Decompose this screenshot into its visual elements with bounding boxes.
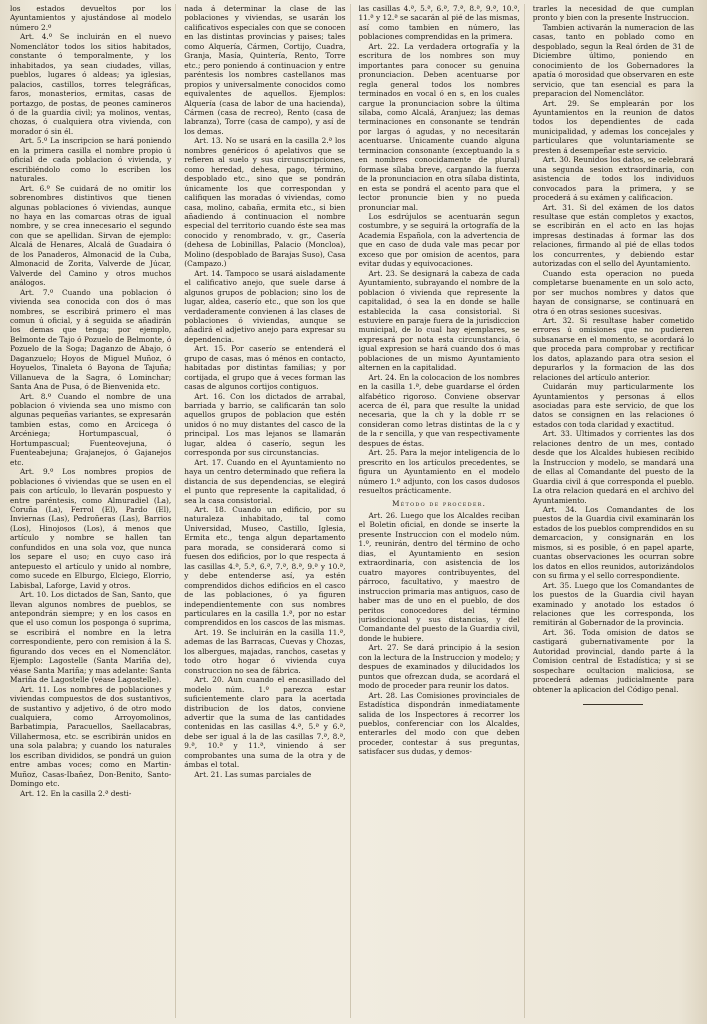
- article-paragraph: Art. 27. Se dará principio á la sesion con la lectura de la Instruccion y modelo; y despues de examinados y dilucidados los puntos que ofrezcan duda, se acordará el modo de proceder para reunir los datos.: [358, 643, 520, 691]
- article-paragraph: Cuidarán muy particularmente los Ayuntamientos y personas á ellos asociadas para este servicio, de que los datos se consignen en las relaciones ó estados con toda claridad y exactitud.: [532, 382, 694, 429]
- column-3: [359, 4, 525, 1018]
- section-heading: Método de proceder.: [392, 498, 487, 508]
- article-paragraph: Art. 18. Cuando un edificio, por su naturaleza inhabitado, tal como Universidad, Museo, Castillo, Iglesia, Ermita etc., tenga algun departamento para morada, se considerará como si fuesen dos edificios, por lo que respecta á las casillas 4.ª, 5.ª, 6.ª, 7.ª, 8.ª, 9.ª y 10.ª, y debe entenderse así, ya estén comprendidos dichos edificios en el casco de las poblaciones, ó ya figuren independientemente con sus nombres particulares en la casilla 1.ª, por no estar comprendidos en los cascos de las mismas.: [184, 505, 346, 628]
- article-paragraph: Art. 22. La verdadera ortografía y la escritura de los nombres son muy importantes para conocer su genuina pronunciacion. Deben acentuarse por regla general todos los nombres terminados en vocal ó en s, en los cuales cargue la pronunciacion sobre la última sílaba, como Alcalá, Aranjuez; las demas terminaciones en consonante se tendrán por largas ó agudas, y no necesitarán acentuarse. Unicamente cuando alguna terminacion consonante (exceptuando la s en nombres conocidamente de plural) formase sílaba breve, cargando la fuerza de la pronunciacion en otra sílaba distinta, en esta se pondrá el acento para que el lector pronuncie bien y no pueda pronunciar mal.: [358, 41, 520, 212]
- article-paragraph: Art. 11. Los nombres de poblaciones y viviendas compuestos de dos sustantivos, de sustantivo y adjetivo, ó de otro modo cualquiera, como Arroyomolinos, Barbatimpia, Paracuellos, Saellacabras, Villahermosa, etc. se escribirán unidos en una sola palabra; y cuando los naturales los escriban divididos, se pondrá un guion entre ambas voces; como en Martin-Muñoz, Casas-Ibañez, Don-Benito, Santo-Domingo etc.: [10, 684, 172, 789]
- article-paragraph: Art. 26. Luego que los Alcaldes reciban el Boletin oficial, en donde se inserte la presente Instruccion con el modelo núm. 1.º, reunirán, dentro del término de ocho dias, el Ayuntamiento en sesion extraordinaria, con asistencia de los cuatro mayores contribuyentes, del párroco, facultativo, y maestro de instruccion primaria mas antiguos, caso de haber mas de uno en el pueblo, de dos peritos conocedores del término jurisdiccional y sus distancias, y del Comandante del puesto de la Guardia civil, donde le hubiere.: [358, 511, 520, 643]
- article-paragraph: trarles la necesidad de que cumplan pronto y bien con la presente Instruccion.: [532, 4, 694, 23]
- article-paragraph: Art. 35. Luego que los Comandantes de los puestos de la Guardia civil hayan examinado y anotado los estados ó relaciones que les corresponda, los remitirán al Gobernador de la provincia.: [532, 580, 694, 628]
- article-paragraph: Art. 13. No se usará en la casilla 2.ª los nombres genéricos ó apelativos que se refieren al suelo y sus circunscripciones, como heredad, dehesa, pago, término, despoblado etc., sino que se pondrán únicamente los que correspondan y califiquen las moradas ó viviendas, como casa, molino, cabaña, ermita etc., si bien añadiendo á continuacion el nombre especial del territorio cuando éste sea mas conocido y renombrado, v. gr., Casería (dehesa de Lobinillas, Palacio (Moncloa), Molino (despoblado de Barajas Suso), Casa (Campazo.): [184, 136, 346, 269]
- article-paragraph: Art. 6.º Se cuidará de no omitir los sobrenombres distintivos que tienen algunas poblaciones ó viviendas, aunque no haya en las comarcas otras de igual nombre, y se crea innecesario el segundo con que se apellidan. Sirvan de ejemplo: Alcalá de Henares, Alcalá de Guadaira ó de los Panaderos, Almonacid de la Cuba, Almonacid de Zorita, Valverde de Júcar, Valverde del Camino y otros muchos análogos.: [10, 183, 172, 288]
- article-paragraph: Art. 9.º Los nombres propios de poblaciones ó viviendas que se usen en el pais con artículo, lo llevarán pospuesto y entre paréntesis, como Almuradiel (La), Coruña (La), Ferrol (El), Pardo (El), Inviernas (Las), Pedroñeras (Las), Barrios (Los), Hinojosos (Los), á menos que artículo y nombre se hallen tan confundidos en una sola voz, que nunca los separe el uso; en cuyo caso irá antepuesto el artículo y unido al nombre, como sucede en Elburgo, Elciego, Elorrio, Labisbal, Laforge, Lavid y otros.: [10, 467, 172, 590]
- article-paragraph: Art. 33. Ultimados y corrientes las dos relaciones dentro de un mes, contado desde que los Alcaldes hubiesen recibido la Instruccion y modelo, se mandará una de ellas al Comandante del puesto de la Guardia civil á que corresponda el pueblo. La otra relacion quedará en el archivo del Ayuntamiento.: [532, 429, 694, 505]
- article-paragraph: las casillas 4.ª, 5.ª, 6.ª, 7.ª, 8.ª, 9.ª, 10.ª, 11.ª y 12.ª se sacarán al pié de las mismas, así como tambien en número, las poblaciones comprendidas en la primera.: [358, 4, 520, 42]
- article-paragraph: Art. 10. Los dictados de San, Santo, que llevan algunos nombres de pueblos, se antepondrán siempre; y en los casos en que el uso comun los posponga ó suprima, se escribirá el nombre en la letra correspondiente, pero con remision á la S. figurando dos veces en el Nomenclátor. Ejemplo: Lagostelle (Santa Mariña de), véase Santa Mariña; y mas adelante: Santa Mariña de Lagostelle (véase Lagostelle).: [10, 590, 172, 685]
- text-columns: [10, 4, 698, 1018]
- article-paragraph: Art. 24. En la colocacion de los nombres en la casilla 1.ª, debe guardarse el órden alfabético rigoroso. Conviene observar acerca de él, para que resulte la unidad necesaria, que la ch y la doble rr se consideran como letras distintas de la c y de la r sencilla, y que van respectivamente despues de éstas.: [358, 372, 520, 448]
- end-rule: [583, 704, 643, 705]
- article-paragraph: Tambien activarán la numeracion de las casas, tanto en poblado como en despoblado, segun la Real órden de 31 de Diciembre último, poniendo en conocimiento de los Gobernadores la apatía ó morosidad que observaren en este servicio, que tan esencial es para la preparacion del Nomenclátor.: [532, 22, 694, 99]
- article-paragraph: Art. 32. Si resultase haber cometido errores ú omisiones que no pudieren subsanarse en el momento, se acordará lo que proceda para comprobar y rectificar los datos, aplazando para otra sesion el depurarlos y la formacion de las dos relaciones del artículo anterior.: [532, 315, 694, 382]
- article-paragraph: nada á determinar la clase de las poblaciones y viviendas, se usarán los calificativos especiales con que se conocen en las distintas provincias y paises; tales como Alquería, Cármen, Cortijo, Cuadra, Granja, Masía, Quintería, Rento, Torre etc.; pero poniendo á continuacion y entre paréntesis los nombres castellanos mas propios y universalmente conocidos como equivalentes de aquellos. Ejemplos: Alquería (casa de labor de una hacienda), Cármen (casa de recreo), Rento (casa de labranza), Torre (casa de campo), y así de los demas.: [184, 4, 346, 136]
- article-paragraph: Art. 34. Los Comandantes de los puestos de la Guardia civil examinarán los estados de los pueblos comprendidos en su demarcacion, y consignarán en los mismos, si es posible, ó en papel aparte, cuantas observaciones les ocurran sobre los datos en ellos reunidos, autorizándolos con su firma y el sello correspondiente.: [532, 505, 694, 581]
- article-paragraph: Art. 25. Para la mejor inteligencia de lo prescrito en los artículos precedentes, se figura un Ayuntamiento en el modelo número 1.º adjunto, con los casos dudosos resueltos prácticamente.: [358, 448, 520, 496]
- article-paragraph: Art. 5.º La inscripcion se hará poniendo en la primera casilla el nombre propio ú oficial de cada poblacion ó vivienda, y escribiéndolo como lo escriben los naturales.: [10, 136, 172, 184]
- article-paragraph: Art. 28. Las Comisiones provinciales de Estadística dispondrán inmediatamente salida de los Inspectores á recorrer los pueblos, conferenciar con los Alcaldes, enterarles del modo con que deben proceder, contestar á sus preguntas, satisfacer sus dudas, y demos-: [358, 690, 520, 757]
- article-paragraph: Art. 15. Por caserío se entenderá el grupo de casas, mas ó ménos en contacto, habitadas por distintas familias; y por cortijada, el grupo que á veces forman las casas de algunos cortijos contiguos.: [184, 344, 346, 392]
- article-paragraph: Art. 16. Con los dictados de arrabal, barriada y barrio, se calificarán tan solo aquellos grupos de poblacion que estén unidos ó no muy distantes del casco de la principal. Los mas lejanos se llamarán lugar, aldea ó caserío, segun les corresponda por sus circunstancias.: [184, 391, 346, 458]
- article-paragraph: Art. 14. Tampoco se usará aisladamente el calificativo anejo, que suele darse á algunos grupos de poblacion; sino los de lugar, aldea, caserío etc., que son los que verdaderamente convienen á las clases de poblaciones ó viviendas, aunque se añadirá el adjetivo anejo para expresar su dependencia.: [184, 268, 346, 344]
- article-paragraph: Art. 23. Se designará la cabeza de cada Ayuntamiento, subrayando el nombre de la poblacion ó vivienda que represente la capitalidad, ó sea la en donde se halle establecida la casa consistorial. Si estuviere en paraje fuera de la jurisdiccion municipal, de lo cual hay ejemplares, se expresará por nota esta circunstancia, ó igual expresion se hará cuando dos ó mas poblaciones de un mismo Ayuntamiento alternen en la capitalidad.: [358, 268, 520, 373]
- article-paragraph: Art. 20. Aun cuando el encasillado del modelo núm. 1.º parezca estar suficientemente claro para la acertada distribucion de los datos, conviene advertir que la suma de las cantidades contenidas en las casillas 4.ª, 5.ª y 6.ª, debe ser igual á la de las casillas 7.ª, 8.ª, 9.ª, 10.ª y 11.ª, viniendo á ser comprobantes una suma de la otra y de ámbas el total.: [184, 675, 346, 770]
- article-paragraph: Cuando esta operacion no pueda completarse buenamente en un solo acto, por ser muchos nombres y datos que hayan de consignarse, se continuará en otra ó en otras sesiones sucesivas.: [532, 268, 694, 316]
- article-paragraph: Art. 17. Cuando en el Ayuntamiento no haya un centro determinado que refiera la distancia de sus dependencias, se elegirá el punto que represente la capitalidad, ó sea la casa consistorial.: [184, 457, 346, 505]
- article-paragraph: los estados devueltos por los Ayuntamientos y ajustándose al modelo número 2.º: [10, 4, 172, 32]
- column-1: [10, 4, 176, 1018]
- article-paragraph: Art. 8.º Cuando el nombre de una poblacion ó vivienda sea uno mismo con algunas pequeñas variantes, se expresarán tambien estas, como en Arcicega ó Arcéniega; Hortumpascual, ó Hortumpascual; Fuenteovejuna, ó Fuenteabejuna; Grajanejos, ó Gajanejos etc.: [10, 391, 172, 467]
- article-paragraph: Art. 29. Se emplearán por los Ayuntamientos en la reunion de datos todos los dependientes de cada municipalidad, y ademas los concejales y particulares que voluntariamente se presten á desempeñar este servicio.: [532, 98, 694, 155]
- article-paragraph: Art. 21. Las sumas parciales de: [194, 769, 312, 779]
- article-paragraph: Art. 12. En la casilla 2.ª desti-: [20, 788, 132, 798]
- article-paragraph: Art. 30. Reunidos los datos, se celebrará una segunda sesion extraordinaria, con asistencia de todos los individuos convocados para la primera, y se procederá á su exámen y calificacion.: [532, 155, 694, 203]
- article-paragraph: Art. 36. Toda omision de datos se castigará gubernativamente por la Autoridad provincial, dando parte á la Comision central de Estadística; y si se sospechare ocultacion maliciosa, se procederá ademas judicialmente para obtener la aplicacion del Código penal.: [532, 627, 694, 694]
- article-paragraph: Art. 19. Se incluirán en la casilla 11.ª, ademas de las Barracas, Cuevas y Chozas, los albergues, majadas, ranchos, casetas y todo otro hogar ó vivienda cuya construccion no sea de fábrica.: [184, 627, 346, 675]
- article-paragraph: Art. 4.º Se incluirán en el nuevo Nomenclátor todos los sitios habitados, constante ó temporalmente, y los inhabitados, ya sean ciudades, villas, pueblos, lugares ó aldeas; ya iglesias, palacios, castillos, torres telegráficas, faros, monasterios, ermitas, casas de portazgo, de postas, de peones camineros ó de la guardia civil; ya molinos, ventas, chozas, ó cualquiera otra vivienda, con morador ó sin él.: [10, 32, 172, 136]
- column-4: [533, 4, 698, 1018]
- column-2: [184, 4, 350, 1018]
- article-paragraph: Art. 7.º Cuando una poblacion ó vivienda sea conocida con dos ó mas nombres, se escribirá primero el mas comun ú oficial, y á seguida se añadirán los demas que tenga; por ejemplo, Belmonte de Tajo ó Pozuelo de Belmonte, ó Pozuelo de la Soga; Daganzo de Abajo, ó Daganzuelo; Hoyos de Miguel Muñoz, ó Hoyuelos, Tinaleta ó Bayona de Tajuña; Villanueva de la Sagra, ó Lominchar; Santa Ana de Pusa, ó de Bienvenida etc.: [10, 287, 172, 392]
- article-paragraph: Los esdrújulos se acentuarán segun costumbre, y se seguirá la ortografía de la Academia Española, con la advertencia de que en caso de duda vale mas pecar por exceso que por omision de acentos, para evitar dudas y equivocaciones.: [358, 211, 520, 269]
- article-paragraph: Art. 31. Si del exámen de los datos resultase que están completos y exactos, se escribirán en el acto en las hojas impresas destinadas á formar las dos relaciones, firmando al pié de ellas todos los concurrentes, y debiendo estar autorizadas con el sello del Ayuntamiento.: [532, 202, 694, 269]
